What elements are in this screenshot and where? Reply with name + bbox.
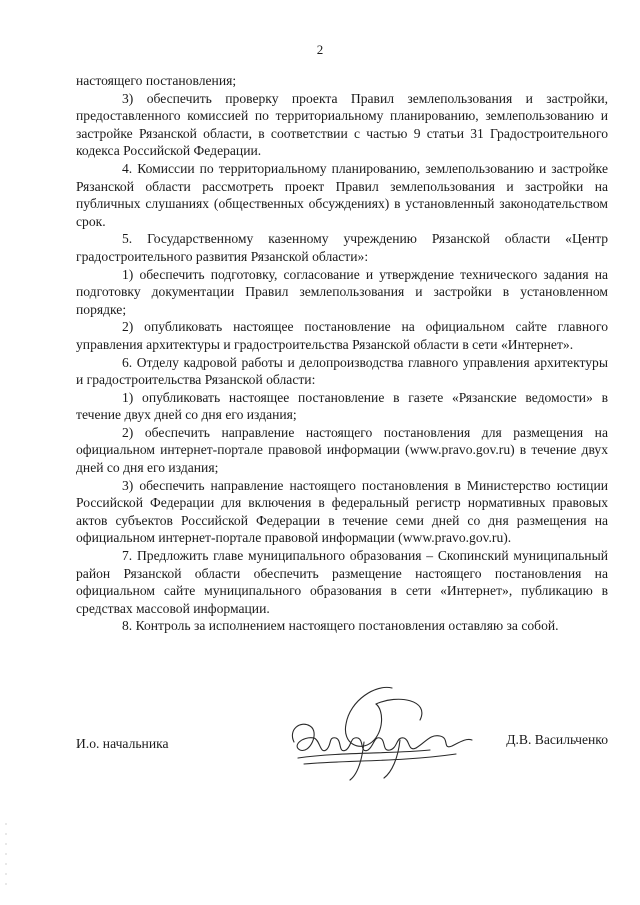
paragraph-item-8-control: 8. Контроль за исполнением настоящего постановления оставляю за собой. [122,618,559,634]
page-number: 2 [316,42,324,57]
paragraph-item-4-commission: 4. Комиссии по территориальному планированию, землепользованию и застройке Рязанской области рассмотреть проект Правил землепользования и застройки на публичных слушаниях (общественных обсуждениях) в установленный законодательством срок. [76,160,608,229]
paragraph-item-6-department: 6. Отделу кадровой работы и делопроизводства главного управления архитектуры и градостроительства Рязанской области: [76,354,608,388]
paragraph-item-7-municipal: 7. Предложить главе муниципального образования – Скопинский муниципальный район Рязанской области обеспечить размещение настоящего постановления на официальном сайте муниципального образования в сети «Интернет», публикацию в средствах массовой информации. [76,548,608,616]
margin-scan-marks [4,820,8,890]
signatory-name: Д.В. Васильченко [506,732,608,747]
paragraph-item-6-3: 3) обеспечить направление настоящего постановления в Министерство юстиции Российской Федерации для включения в федеральный регистр нормативных правовых актов субъектов Российской Федерации в течение семи дней со дня размещения на официальном интернет-портале правовой информации (www.pravo.gov.ru). [76,477,608,546]
paragraph-item-5-institution: 5. Государственному казенному учреждению Рязанской области «Центр градостроительного развития Рязанской области»: [76,231,608,264]
paragraph-continuation: настоящего постановления; [76,73,237,88]
paragraph-item-5-2: 2) опубликовать настоящее постановление на официальном сайте главного управления архитектуры и градостроительства Рязанской области в сети «Интернет». [76,319,608,352]
signatory-position: И.о. начальника [76,736,169,751]
paragraph-item-5-1: 1) обеспечить подготовку, согласование и утверждение технического задания на подготовку документации Правил землепользования и застройки в установленном порядке; [76,266,608,317]
paragraph-item-6-2: 2) обеспечить направление настоящего постановления для размещения на официальном интернет-портале правовой информации (www.pravo.gov.ru) в течение двух дней со дня его издания; [76,424,608,476]
paragraph-item-6-1: 1) опубликовать настоящее постановление в газете «Рязанские ведомости» в течение двух дней со дня его издания; [76,389,608,423]
paragraph-item-3-check: 3) обеспечить проверку проекта Правил землепользования и застройки, предоставленного комиссией по территориальному планированию, землепользованию и застройке Рязанской области, в соответствии с частью 9 статьи 31 Градостроительного кодекса Российской Федерации. [76,90,608,159]
signature-block [76,732,608,772]
document-body [76,72,608,635]
